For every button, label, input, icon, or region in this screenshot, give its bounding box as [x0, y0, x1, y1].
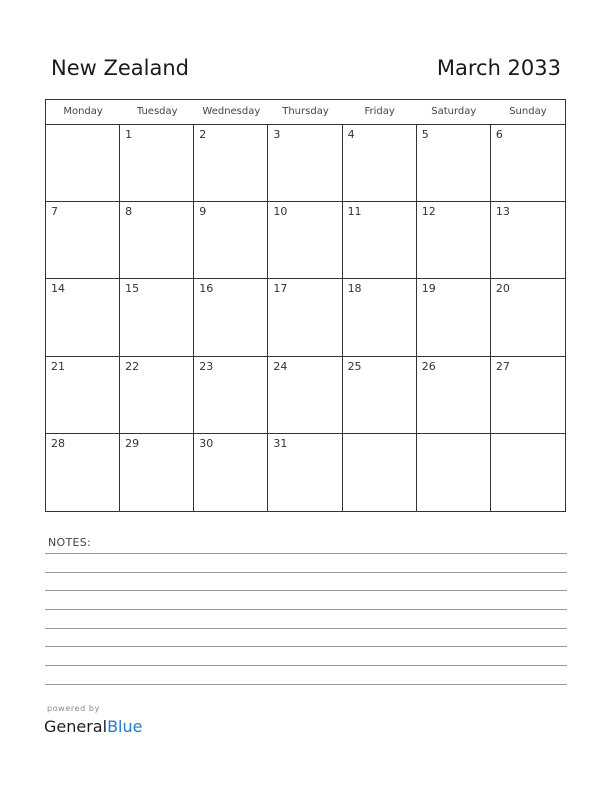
- note-line: [45, 609, 567, 610]
- day-number: 10: [273, 205, 288, 219]
- day-cell: [343, 125, 417, 202]
- notes-label: NOTES:: [48, 536, 92, 549]
- day-number: 29: [125, 436, 140, 450]
- day-cell: [120, 202, 194, 279]
- day-number: 22: [125, 359, 140, 373]
- day-cell: [343, 434, 417, 511]
- day-number: 17: [273, 282, 288, 296]
- note-line: [45, 684, 567, 685]
- day-cell: [343, 357, 417, 434]
- day-number: 18: [347, 282, 362, 296]
- day-cell: [194, 125, 268, 202]
- day-number: 13: [495, 205, 510, 219]
- day-cell: [491, 434, 565, 511]
- calendar-month-title: March 2033: [436, 56, 561, 80]
- weekday-header: Thursday: [282, 106, 329, 117]
- day-number: 11: [347, 205, 362, 219]
- day-number: 21: [51, 359, 65, 373]
- day-cell: [46, 434, 120, 511]
- day-cell: [491, 279, 565, 356]
- day-cell: [491, 125, 565, 202]
- powered-by-label: powered by: [47, 704, 100, 713]
- day-number: 8: [125, 205, 133, 219]
- day-cell: [417, 357, 491, 434]
- day-cell: [194, 357, 268, 434]
- day-number: 14: [51, 282, 65, 296]
- day-cell: [417, 279, 491, 356]
- day-number: 9: [199, 205, 207, 219]
- day-number: 25: [347, 359, 362, 373]
- day-number: 16: [199, 282, 214, 296]
- day-number: 3: [273, 128, 281, 141]
- calendar-grid: [45, 99, 566, 512]
- day-number: 24: [273, 359, 288, 373]
- weekday-header: Sunday: [509, 106, 547, 117]
- day-number: 26: [421, 359, 436, 373]
- day-cell: [120, 434, 194, 511]
- weekday-header: Saturday: [431, 106, 477, 117]
- day-number: 12: [421, 205, 436, 219]
- logo-general-text: General: [44, 717, 108, 736]
- calendar-country-title: New Zealand: [51, 56, 189, 80]
- day-number: 4: [347, 128, 355, 141]
- day-cell: [491, 202, 565, 279]
- note-line: [45, 572, 567, 573]
- day-cell: [46, 125, 120, 202]
- day-number: 31: [273, 436, 288, 450]
- day-cell: [491, 357, 565, 434]
- day-number: 23: [199, 359, 214, 373]
- generalblue-logo: [44, 717, 142, 736]
- weekday-header-row: [46, 100, 565, 125]
- day-cell: [120, 125, 194, 202]
- day-cell: [194, 434, 268, 511]
- note-line: [45, 628, 567, 629]
- day-cell: [268, 357, 342, 434]
- calendar-days: [46, 125, 565, 511]
- weekday-header: Wednesday: [202, 106, 261, 117]
- note-line: [45, 665, 567, 666]
- day-number: 19: [421, 282, 436, 296]
- day-number: 20: [495, 282, 510, 296]
- day-number: 7: [51, 205, 58, 219]
- weekday-header: Friday: [364, 106, 395, 117]
- note-line: [45, 590, 567, 591]
- logo-blue-text: Blue: [107, 717, 143, 736]
- note-line: [45, 553, 567, 554]
- note-line: [45, 646, 567, 647]
- day-cell: [46, 202, 120, 279]
- weekday-header: Tuesday: [136, 106, 178, 117]
- day-cell: [194, 202, 268, 279]
- day-number: 6: [495, 128, 503, 141]
- day-number: 1: [125, 128, 133, 141]
- day-number: 27: [495, 359, 510, 373]
- day-cell: [194, 279, 268, 356]
- day-number: 15: [125, 282, 140, 296]
- day-cell: [417, 434, 491, 511]
- weekday-header: Monday: [63, 106, 103, 117]
- day-cell: [46, 357, 120, 434]
- day-cell: [417, 202, 491, 279]
- day-number: 2: [199, 128, 207, 141]
- day-cell: [120, 279, 194, 356]
- day-cell: [268, 125, 342, 202]
- day-cell: [268, 434, 342, 511]
- day-cell: [268, 279, 342, 356]
- day-cell: [268, 202, 342, 279]
- day-number: 28: [51, 436, 65, 450]
- day-cell: [46, 279, 120, 356]
- day-cell: [120, 357, 194, 434]
- day-cell: [343, 279, 417, 356]
- day-cell: [417, 125, 491, 202]
- day-number: 5: [421, 128, 429, 141]
- day-cell: [343, 202, 417, 279]
- day-number: 30: [199, 436, 214, 450]
